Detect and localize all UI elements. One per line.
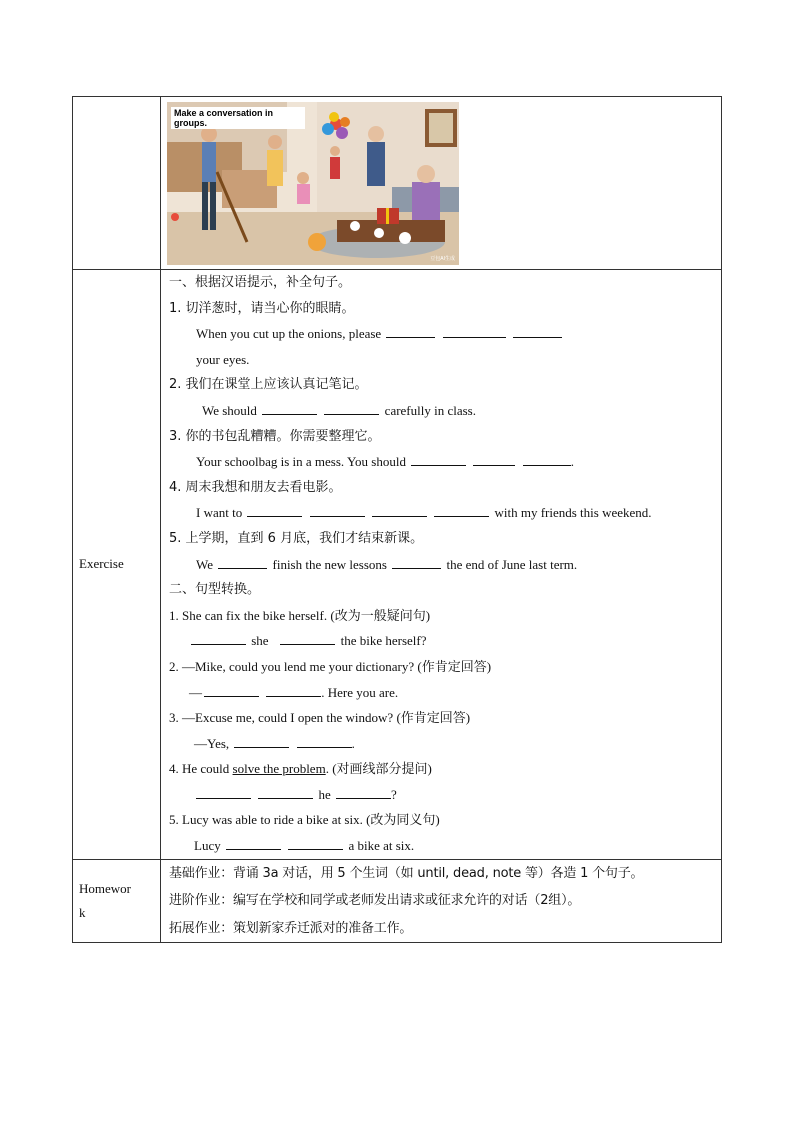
- lesson-table: [72, 96, 722, 943]
- t3-answer: [169, 731, 721, 757]
- t5-tail: a bike at six.: [348, 838, 415, 854]
- q4-blank-1[interactable]: [247, 504, 302, 517]
- illustration-caption: Make a conversation in groups.: [171, 107, 305, 129]
- q4-blank-2[interactable]: [310, 504, 365, 517]
- homework-extended: 拓展作业：策划新家乔迁派对的准备工作。: [169, 920, 413, 936]
- t1-answer: [169, 628, 721, 654]
- picture-row-label: [73, 97, 161, 270]
- t2-blank-1[interactable]: [204, 684, 259, 697]
- q3-english: [169, 449, 721, 475]
- t1-mid: she: [251, 633, 269, 649]
- q1-english-line2: your eyes.: [196, 351, 250, 367]
- t2-answer: [169, 680, 721, 706]
- q3-blank-2[interactable]: [473, 453, 515, 466]
- homework-cell: [161, 859, 722, 943]
- t2-blank-2[interactable]: [266, 684, 321, 697]
- t3-question: 3. —Excuse me, could I open the window? (作肯定回答): [169, 710, 471, 726]
- t4-underlined: solve the problem: [232, 761, 326, 777]
- t4-pre: 4. He could: [169, 761, 233, 777]
- homework-row: [73, 859, 722, 943]
- homework-advanced: 进阶作业：编写在学校和同学或老师发出请求或征求允许的对话（2组）。: [169, 893, 581, 909]
- q2-tail: carefully in class.: [384, 402, 476, 418]
- q4-tail: with my friends this weekend.: [494, 505, 652, 521]
- section1-title: 一、根据汉语提示，补全句子。: [169, 275, 352, 290]
- t4-answer: [169, 782, 721, 808]
- exercise-cell: [161, 270, 722, 860]
- picture-cell: [161, 97, 722, 270]
- q3-chinese: 3. 你的书包乱糟糟。你需要整理它。: [169, 428, 381, 444]
- t3-tail: .: [351, 735, 355, 751]
- t4-blank-3[interactable]: [336, 786, 391, 799]
- q4-prompt: I want to: [196, 505, 243, 521]
- q4-blank-4[interactable]: [434, 504, 489, 517]
- t5-subject: Lucy: [194, 838, 221, 854]
- homework-basic: 基础作业：背诵 3a 对话，用 5 个生词（如 until, dead, note 等）各造 1 个句子。: [169, 865, 644, 881]
- q2-blank-2[interactable]: [324, 402, 379, 415]
- q3-prompt: Your schoolbag is in a mess. You should: [196, 454, 406, 470]
- t4-tail: ?: [391, 786, 397, 802]
- exercise-row: [73, 270, 722, 860]
- q3-blank-3[interactable]: [523, 453, 571, 466]
- t2-dash: —: [189, 684, 202, 700]
- t2-tail: . Here you are.: [321, 684, 399, 700]
- q5-prompt: We: [196, 556, 213, 572]
- q2-english: [169, 398, 721, 424]
- party-illustration: [167, 102, 459, 265]
- t4-post: . (对画线部分提问): [325, 761, 432, 777]
- homework-label-line2: k: [79, 904, 86, 920]
- q3-blank-1[interactable]: [411, 453, 466, 466]
- t1-tail: the bike herself?: [340, 633, 427, 649]
- q1-blank-1[interactable]: [386, 325, 435, 338]
- q5-blank-1[interactable]: [218, 556, 267, 569]
- t1-blank-2[interactable]: [280, 632, 335, 645]
- picture-row: [73, 97, 722, 270]
- t4-mid: he: [318, 786, 331, 802]
- q5-blank-2[interactable]: [392, 556, 441, 569]
- t2-question: 2. —Mike, could you lend me your dictionary? (作肯定回答): [169, 658, 492, 674]
- q1-chinese: 1. 切洋葱时，请当心你的眼睛。: [169, 300, 355, 316]
- t5-question: 5. Lucy was able to ride a bike at six. (改为同义句): [169, 812, 440, 828]
- q1-blank-2[interactable]: [443, 325, 506, 338]
- t3-blank-2[interactable]: [297, 735, 352, 748]
- q3-tail: .: [570, 454, 574, 470]
- lesson-sheet: [72, 96, 722, 943]
- q5-chinese: 5. 上学期，直到 6 月底，我们才结束新课。: [169, 530, 424, 546]
- homework-label-line1: Homewor: [79, 880, 131, 896]
- q5-english: [169, 552, 721, 578]
- t5-blank-2[interactable]: [288, 837, 343, 850]
- t4-question: [169, 756, 721, 782]
- t5-blank-1[interactable]: [226, 837, 281, 850]
- exercise-label: Exercise: [73, 270, 161, 860]
- q5-middle: finish the new lessons: [272, 556, 387, 572]
- q4-blank-3[interactable]: [372, 504, 427, 517]
- t5-answer: [169, 833, 721, 859]
- q1-prompt: When you cut up the onions, please: [196, 326, 382, 342]
- t4-blank-1[interactable]: [196, 786, 251, 799]
- q4-chinese: 4. 周末我想和朋友去看电影。: [169, 479, 342, 495]
- t1-question: 1. She can fix the bike herself. (改为一般疑问句): [169, 607, 431, 623]
- q1-english-line1: [169, 321, 721, 347]
- q2-prompt: We should: [202, 402, 257, 418]
- homework-label: [73, 859, 161, 943]
- t1-blank-1[interactable]: [191, 632, 246, 645]
- ai-watermark: 豆包AI生成: [430, 255, 455, 262]
- q2-blank-1[interactable]: [262, 402, 317, 415]
- t3-yes: —Yes,: [194, 735, 230, 751]
- q4-english: [169, 500, 721, 526]
- q2-chinese: 2. 我们在课堂上应该认真记笔记。: [169, 377, 368, 393]
- t3-blank-1[interactable]: [234, 735, 289, 748]
- q1-blank-3[interactable]: [513, 325, 562, 338]
- t4-blank-2[interactable]: [258, 786, 313, 799]
- q5-tail: the end of June last term.: [446, 556, 578, 572]
- section2-title: 二、句型转换。: [169, 582, 261, 598]
